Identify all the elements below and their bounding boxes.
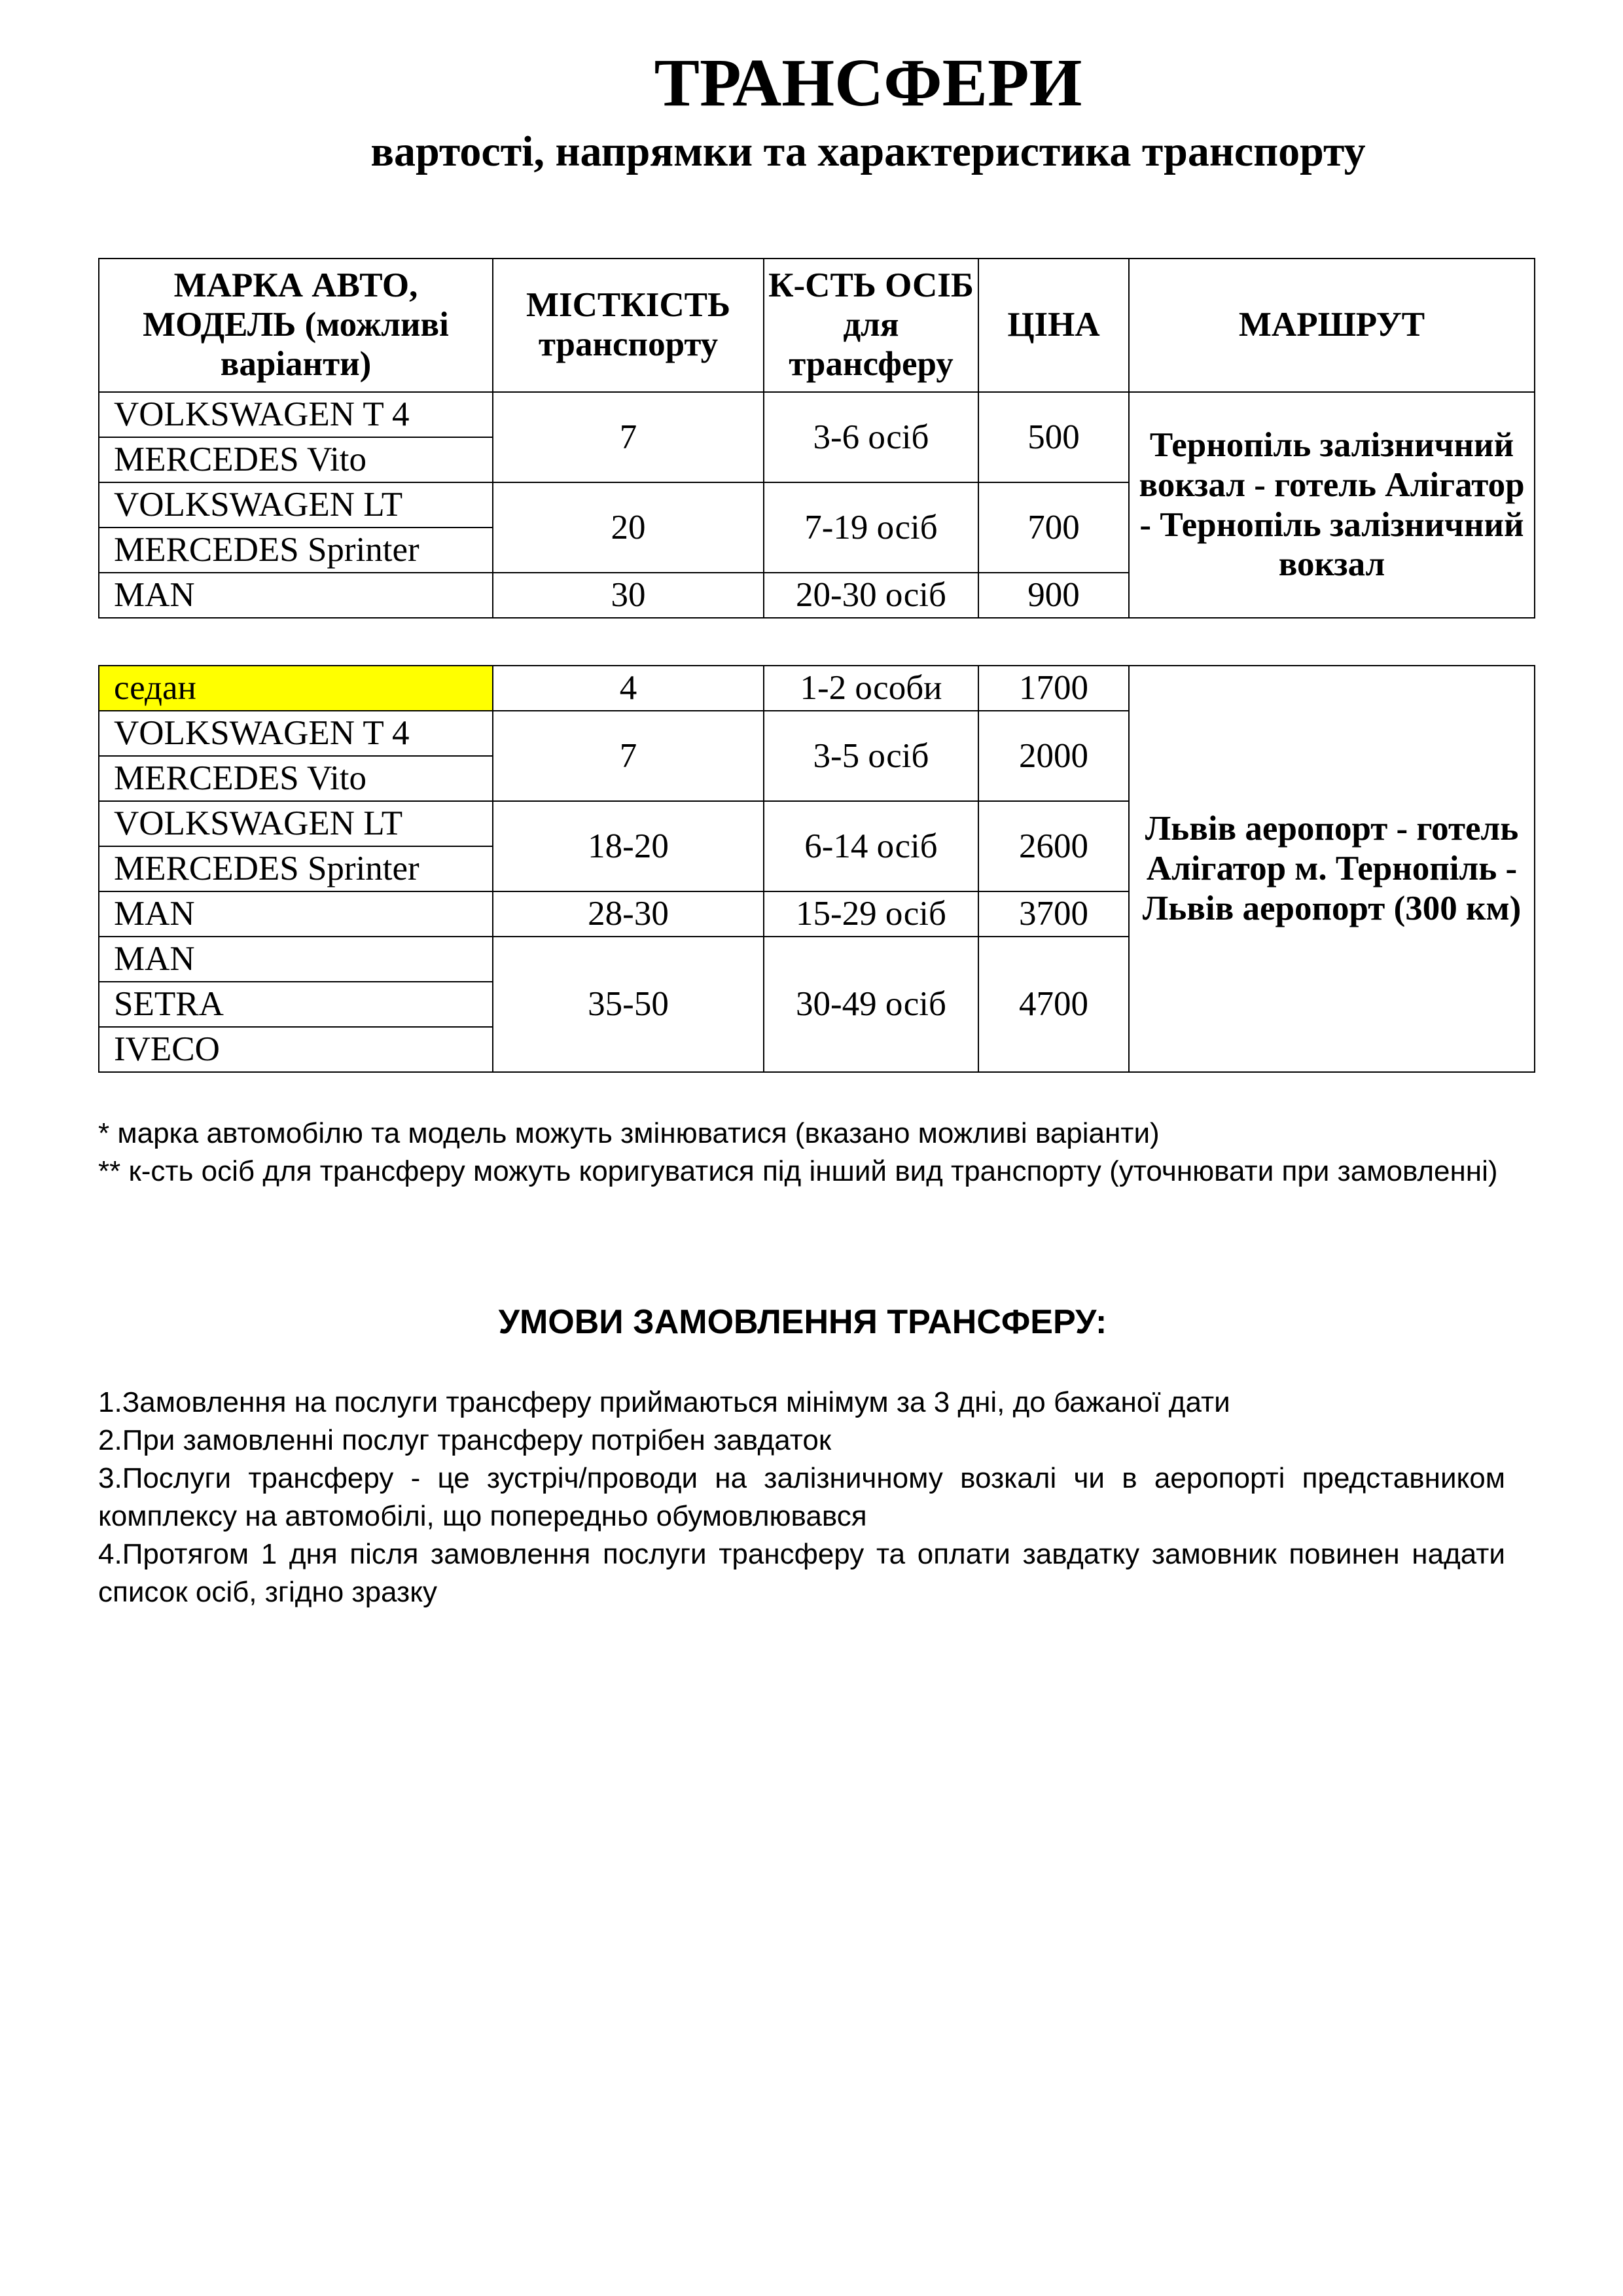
capacity-cell: 18-20 bbox=[493, 801, 764, 891]
capacity-cell: 28-30 bbox=[493, 891, 764, 937]
price-cell: 4700 bbox=[978, 937, 1129, 1072]
model-cell: VOLKSWAGEN T 4 bbox=[99, 711, 493, 756]
page-title: ТРАНСФЕРИ bbox=[654, 45, 1082, 120]
price-cell: 3700 bbox=[978, 891, 1129, 937]
model-cell: VOLKSWAGEN LT bbox=[99, 482, 493, 528]
condition-item-4: 4.Протягом 1 дня після замовлення послуги трансферу та оплати завдатку замовник повинен надати список осіб, згідно зразку bbox=[98, 1538, 1505, 1608]
condition-item-1: 1.Замовлення на послуги трансферу приймаються мінімум за 3 дні, до бажаної дати bbox=[98, 1386, 1230, 1418]
capacity-cell: 7 bbox=[493, 392, 764, 482]
footnote-model: * марка автомобілю та модель можуть змінюватися (вказано можливі варіанти) bbox=[98, 1117, 1160, 1149]
capacity-cell: 4 bbox=[493, 666, 764, 711]
model-cell: MERCEDES Sprinter bbox=[99, 846, 493, 891]
model-cell: SETRA bbox=[99, 982, 493, 1027]
capacity-cell: 20 bbox=[493, 482, 764, 573]
price-cell: 500 bbox=[978, 392, 1129, 482]
header-persons: К-СТЬ ОСІБ для трансферу bbox=[764, 259, 978, 392]
lviv-transfer-table bbox=[98, 665, 1535, 1073]
persons-cell: 6-14 осіб bbox=[764, 801, 978, 891]
model-cell: MAN bbox=[99, 891, 493, 937]
header-route: МАРШРУТ bbox=[1129, 259, 1535, 392]
model-cell: MERCEDES Vito bbox=[99, 756, 493, 801]
capacity-cell: 30 bbox=[493, 573, 764, 618]
page-subtitle: вартості, напрямки та характеристика транспорту bbox=[370, 128, 1366, 175]
model-cell: MERCEDES Sprinter bbox=[99, 528, 493, 573]
price-cell: 700 bbox=[978, 482, 1129, 573]
model-cell: MAN bbox=[99, 573, 493, 618]
persons-cell: 7-19 осіб bbox=[764, 482, 978, 573]
price-cell: 1700 bbox=[978, 666, 1129, 711]
persons-cell: 3-5 осіб bbox=[764, 711, 978, 801]
header-price: ЦІНА bbox=[978, 259, 1129, 392]
model-cell: VOLKSWAGEN T 4 bbox=[99, 392, 493, 437]
price-cell: 900 bbox=[978, 573, 1129, 618]
price-cell: 2600 bbox=[978, 801, 1129, 891]
model-cell: MERCEDES Vito bbox=[99, 437, 493, 482]
price-cell: 2000 bbox=[978, 711, 1129, 801]
footnote-persons: ** к-сть осіб для трансферу можуть коригуватися під інший вид транспорту (уточнювати при замовленні) bbox=[98, 1155, 1498, 1187]
model-cell: VOLKSWAGEN LT bbox=[99, 801, 493, 846]
header-capacity: МІСТКІСТЬ транспорту bbox=[493, 259, 764, 392]
header-model: МАРКА АВТО, МОДЕЛЬ (можливі варіанти) bbox=[99, 259, 493, 392]
persons-cell: 20-30 осіб bbox=[764, 573, 978, 618]
table-row bbox=[99, 666, 1535, 711]
capacity-cell: 35-50 bbox=[493, 937, 764, 1072]
persons-cell: 30-49 осіб bbox=[764, 937, 978, 1072]
route-cell: Тернопіль залізничний вокзал - готель Алігатор - Тернопіль залізничний вокзал bbox=[1129, 392, 1535, 618]
capacity-cell: 7 bbox=[493, 711, 764, 801]
table-header-row bbox=[99, 259, 1535, 392]
persons-cell: 15-29 осіб bbox=[764, 891, 978, 937]
ternopil-transfer-table bbox=[98, 258, 1535, 619]
persons-cell: 3-6 осіб bbox=[764, 392, 978, 482]
condition-item-3: 3.Послуги трансферу - це зустріч/проводи на залізничному возкалі чи в аеропорті представником комплексу на автомобілі, що попередньо обумовлювався bbox=[98, 1462, 1505, 1532]
persons-cell: 1-2 особи bbox=[764, 666, 978, 711]
model-cell: MAN bbox=[99, 937, 493, 982]
model-cell: IVECO bbox=[99, 1027, 493, 1072]
table-row bbox=[99, 392, 1535, 437]
route-cell: Львів аеропорт - готель Алігатор м. Тернопіль - Львів аеропорт (300 км) bbox=[1129, 666, 1535, 1072]
model-cell-highlighted: седан bbox=[99, 666, 493, 711]
condition-item-2: 2.При замовленні послуг трансферу потрібен завдаток bbox=[98, 1424, 832, 1456]
conditions-title: УМОВИ ЗАМОВЛЕННЯ ТРАНСФЕРУ: bbox=[498, 1303, 1107, 1341]
